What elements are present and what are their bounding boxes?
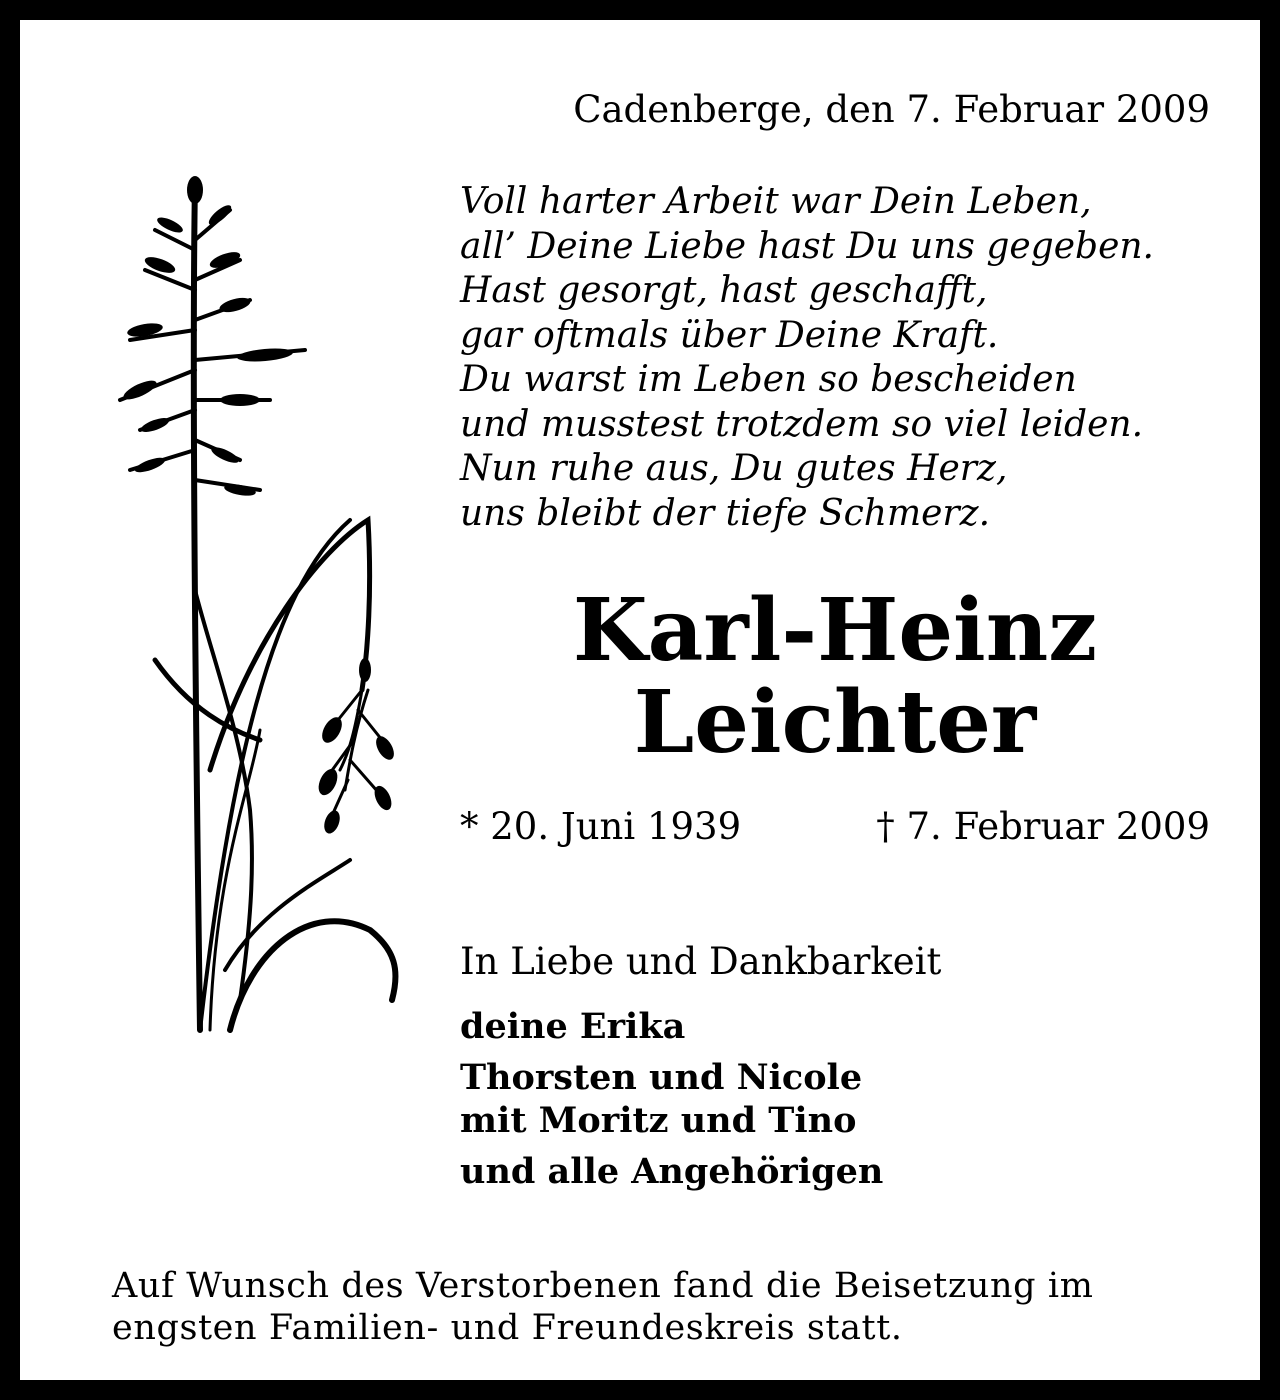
poem-line: uns bleibt der tiefe Schmerz.: [460, 492, 991, 534]
birth-date: * 20. Juni 1939: [460, 805, 742, 848]
poem-line: all’ Deine Liebe hast Du uns gegeben.: [460, 225, 1155, 267]
grass-plant-icon: [100, 170, 420, 1040]
poem-line: Nun ruhe aus, Du gutes Herz,: [460, 448, 1008, 489]
funeral-note-line: Auf Wunsch des Verstorbenen fand die Beisetzung im: [112, 1266, 1094, 1306]
poem-line: Du warst im Leben so bescheiden: [460, 359, 1077, 400]
last-name: Leichter: [633, 672, 1037, 773]
poem-line: und musstest trotzdem so viel leiden.: [460, 403, 1144, 445]
funeral-note-line: engsten Familien- und Freundeskreis statt.: [112, 1308, 903, 1348]
greeting: In Liebe und Dankbarkeit: [460, 940, 942, 983]
place-and-date: Cadenberge, den 7. Februar 2009: [573, 88, 1210, 131]
mourner-name: Thorsten und Nicole: [460, 1057, 863, 1098]
mourner-name: mit Moritz und Tino: [460, 1100, 857, 1141]
poem-line: Hast gesorgt, hast geschafft,: [460, 270, 988, 311]
poem-line: gar oftmals über Deine Kraft.: [460, 314, 999, 356]
deceased-name: [480, 580, 1190, 773]
mourner-name: und alle Angehörigen: [460, 1151, 884, 1192]
mourners-list: [460, 1005, 883, 1193]
funeral-note: [112, 1265, 1212, 1349]
poem: [460, 180, 1220, 536]
poem-line: Voll harter Arbeit war Dein Leben,: [460, 181, 1092, 222]
mourner-name: deine Erika: [460, 1006, 686, 1047]
first-name: Karl-Heinz: [572, 580, 1098, 681]
death-date: † 7. Februar 2009: [876, 805, 1210, 848]
